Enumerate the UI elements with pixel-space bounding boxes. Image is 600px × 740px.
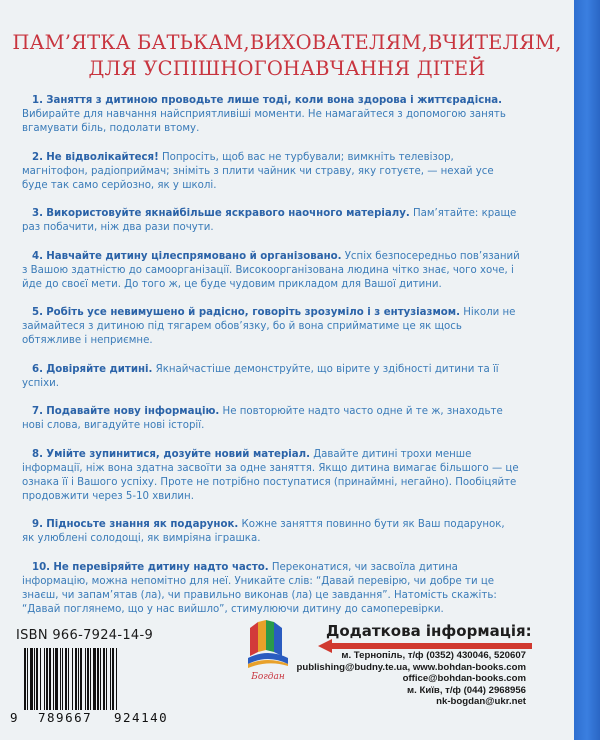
item-body: Ніколи не займайтеся з дитиною під тягарем обов’язку, бо й вона сприйматиме це як щось обтяжливе і неприємне. [22,307,516,346]
title-line-1: ПАМ’ЯТКА БАТЬКАМ,ВИХОВАТЕЛЯМ,ВЧИТЕЛЯМ, [12,31,562,54]
isbn-label: ISBN 966-7924-14-9 [16,628,154,643]
item-body: Успіх безпосередньо пов’язаний з Вашою здатністю до самоорганізації. Високоорганізована людина чітко знає, чого хоче, і йде до своєї мети. До того ж, це буде чудовим прикладом для Вашої дитини. [22,250,520,290]
item-number: 7. [32,406,43,417]
item-body: Вибирайте для навчання найсприятливіші моменти. Не намагайтеся з допомогою занять вгамувати біль, подолати втому. [22,109,506,134]
memo-item [22,306,520,348]
page-title [0,30,574,82]
item-number: 2. [32,151,43,163]
item-heading: Подавайте нову інформацію. [46,406,220,417]
item-heading: Підносьте знання як подарунок. [46,519,239,530]
item-body: Попросіть, щоб вас не турбували; вимкніть телевізор, магнітофон, радіоприймач; зніміть з плити чайник чи страву, яку готуєте, — нехай усе буде так само серйозно, як у школі. [22,151,494,191]
item-heading: Заняття з дитиною проводьте лише тоді, коли вона здорова і життєрадісна. [46,95,503,106]
memo-item [22,250,520,292]
cover-spine-edge [574,0,600,740]
item-number: 3. [32,208,43,219]
item-heading: Довіряйте дитині. [46,363,153,375]
contact-line: publishing@budny.te.ua, www.bohdan-books.com [296,661,526,673]
memo-list [22,94,520,631]
barcode-digits-left: 789667 [38,710,93,725]
title-line-2: ДЛЯ УСПІШНОГОНАВЧАННЯ ДІТЕЙ [88,57,486,80]
item-number: 1. [32,95,43,106]
item-body: Пам’ятайте: краще раз побачити, ніж два рази почути. [22,208,517,233]
memo-item [22,207,520,235]
item-heading: Не перевіряйте дитину надто часто. [53,561,269,573]
memo-item [22,448,520,504]
item-number: 6. [32,363,43,375]
barcode-digits-right: 924140 [114,710,169,725]
contact-line: м. Київ, т/ф (044) 2968956 [407,684,526,696]
additional-info-title: Додаткова інформація: [326,622,532,640]
item-heading: Умійте зупинитися, дозуйте новий матеріал. [46,448,310,460]
item-heading: Використовуйте якнайбільше яскравого наочного матеріалу. [46,208,410,219]
item-heading: Навчайте дитину цілеспрямовано й організовано. [46,250,342,262]
barcode-digit-first: 9 [10,710,18,725]
memo-item [22,561,520,617]
item-body: Переконатися, чи засвоїла дитина інформацію, можна непомітно для неї. Уникайте слів: “Давай перевірю, чи добре ти це знаєш, чи запам’ятав (ла), чи правильно виконав (ла) це завдання”. Натомість скажіть: “Давай поглянемо, що у нас вийшло”, стимулюючи дитину до самоперевірки. [22,561,497,615]
item-body: Кожне заняття повинно бути як Ваш подарунок, як улюблені солодощі, як вимріяна іграшка. [22,519,505,544]
barcode [24,648,184,710]
memo-item [22,405,520,433]
item-body: Якнайчастіше демонструйте, що вірите у здібності дитини та її успіхи. [22,363,499,389]
item-heading: Не відволікайтеся! [46,151,159,163]
barcode-bar [117,648,118,710]
item-body: Давайте дитині трохи менше інформації, ніж вона здатна засвоїти за одне заняття. Якщо дитина вимагає більшого — це ознака її і Вашого успіху. Проте не потрібно поступатися (принаймні, негайно). Пообіцяйте продовжити через 5-10 хвилин. [22,448,519,502]
memo-item [22,151,520,193]
memo-item [22,94,520,136]
logo-text: Богдан [251,672,285,682]
item-number: 5. [32,307,43,318]
contact-line: office@bohdan-books.com [402,673,526,685]
memo-item [22,518,520,546]
item-number: 8. [32,448,43,460]
item-body: Не повторюйте надто часто одне й те ж, знаходьте нові слова, вигадуйте нові історії. [22,406,503,431]
item-number: 9. [32,519,43,530]
contact-line: м. Тернопіль, т/ф (0352) 430046, 520607 [341,650,526,661]
item-number: 10. [32,561,51,573]
memo-item [22,363,520,391]
contact-line: nk-bogdan@ukr.net [436,696,526,708]
item-heading: Робіть усе невимушено й радісно, говоріть зрозуміло і з ентузіазмом. [46,307,460,318]
item-number: 4. [32,250,43,262]
contact-info [266,650,526,708]
